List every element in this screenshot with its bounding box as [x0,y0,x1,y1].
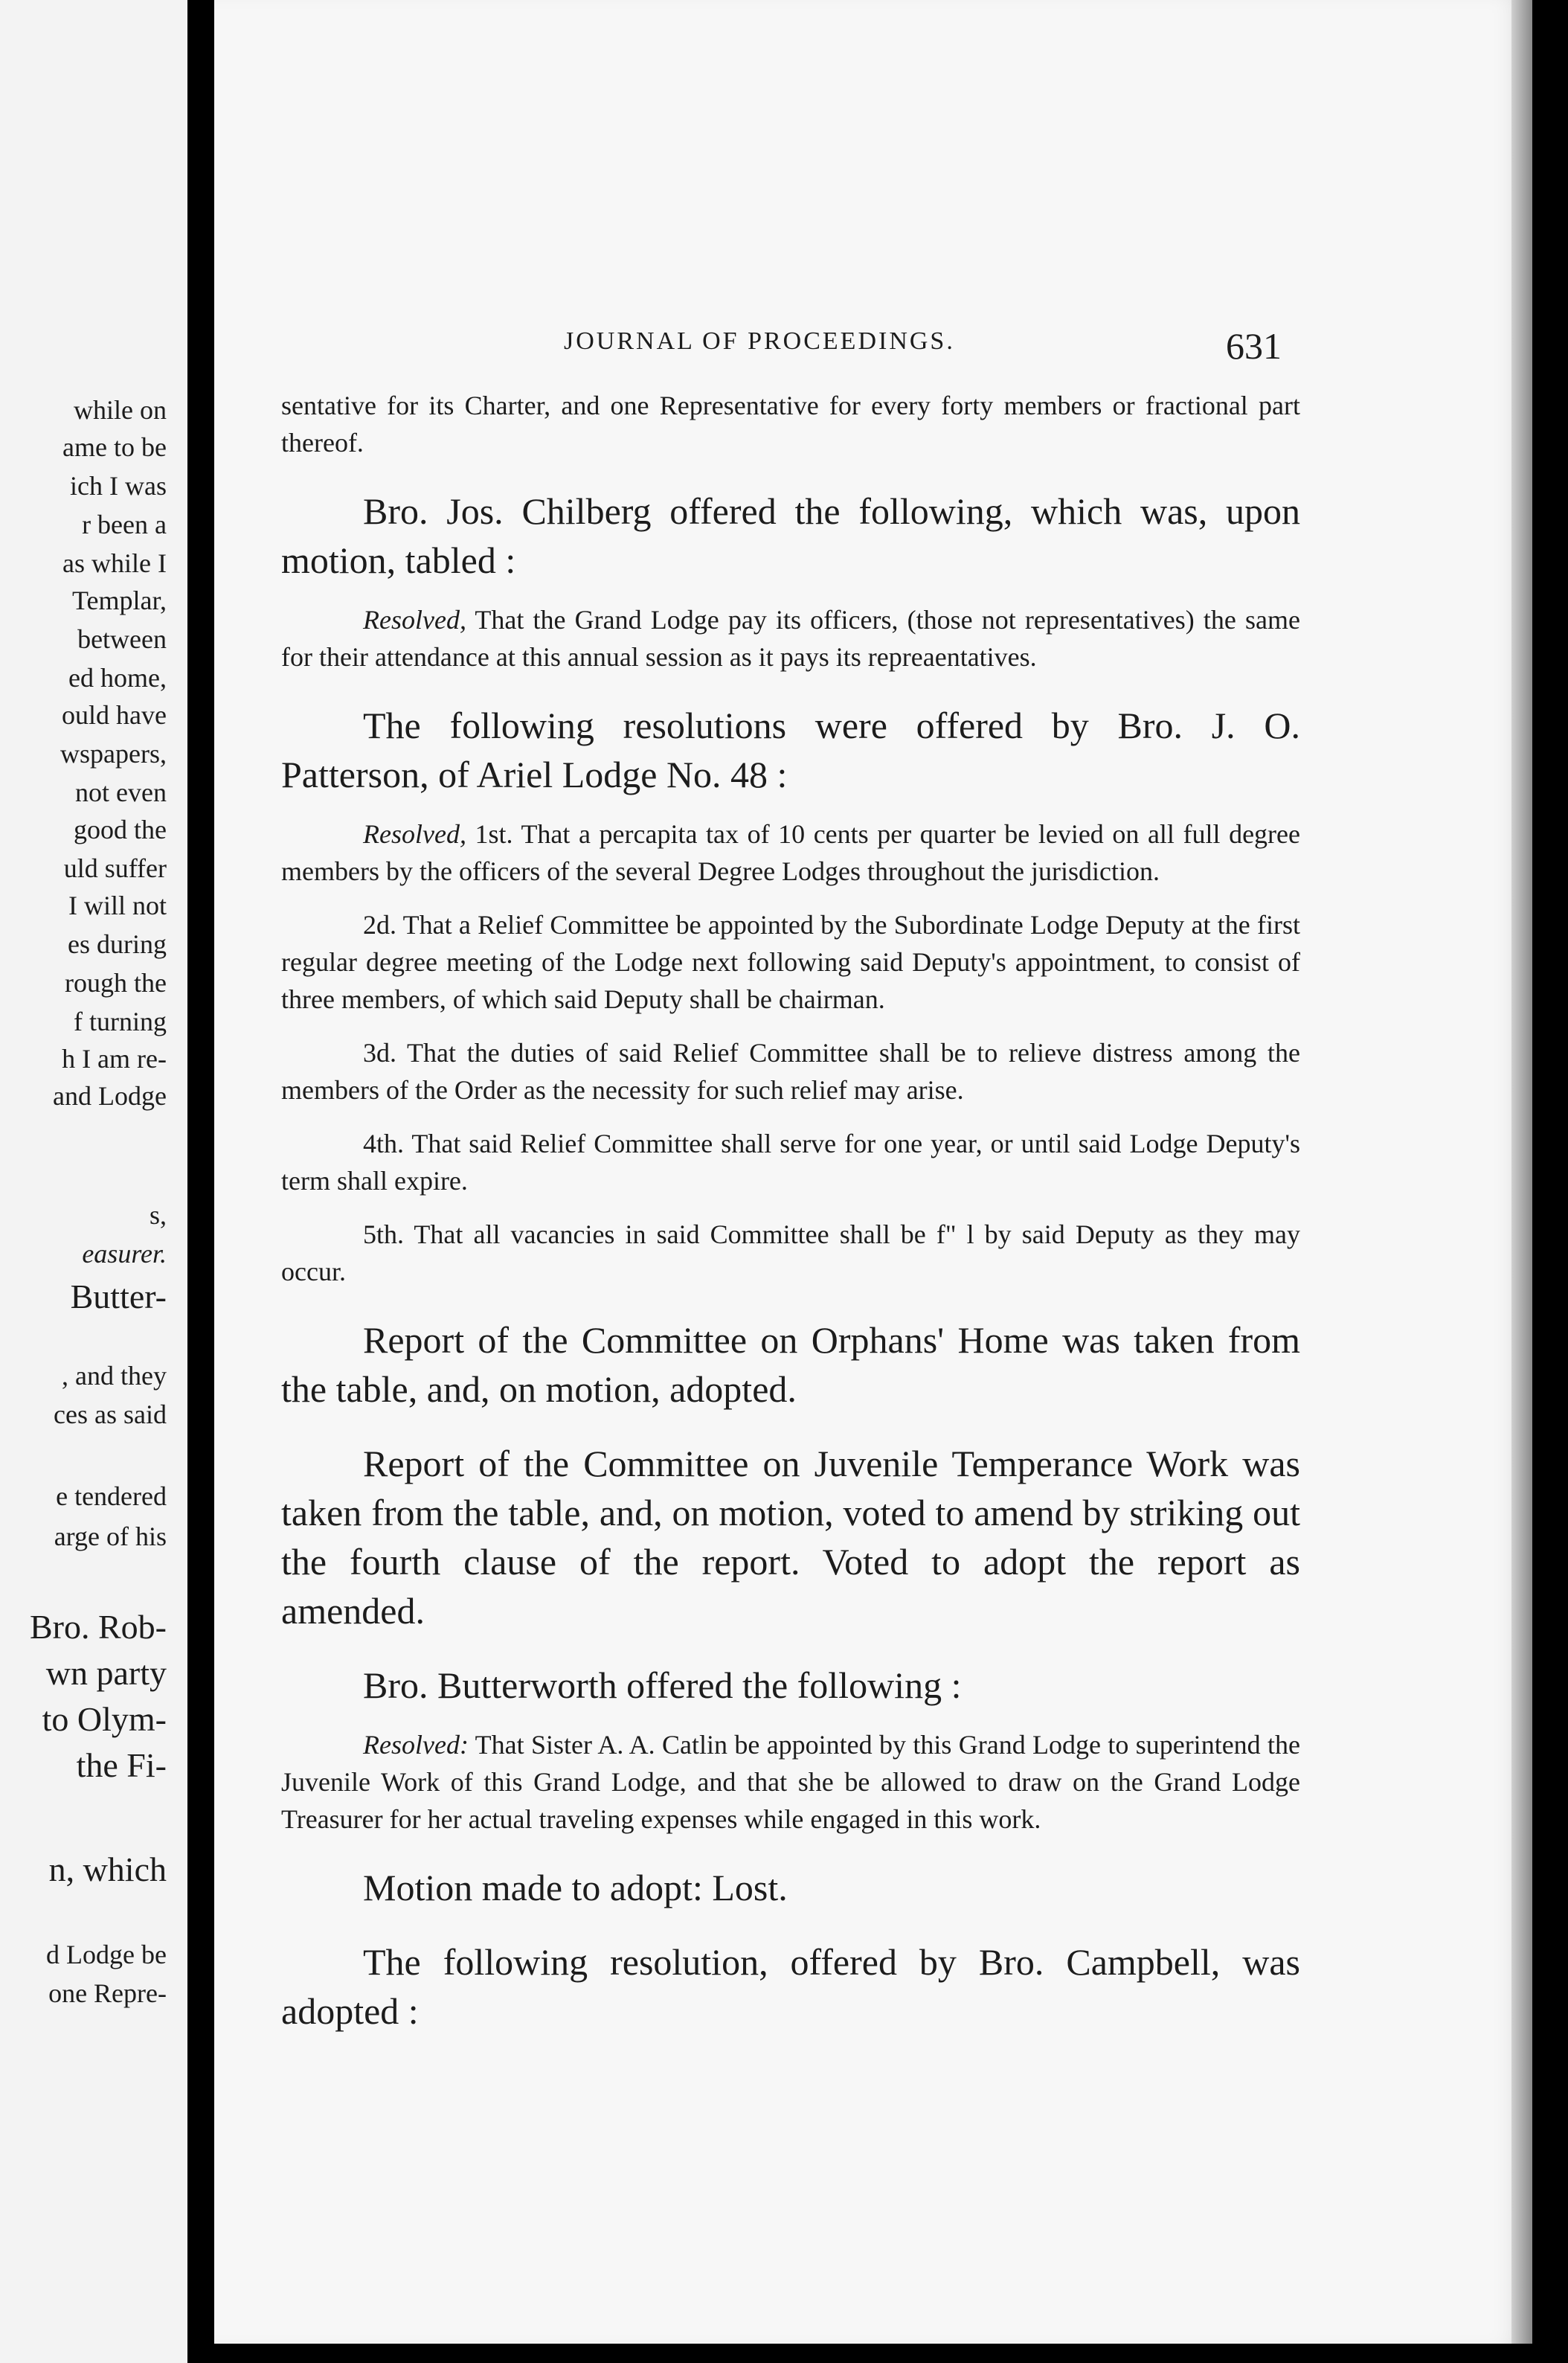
resolution-text: That Sister A. A. Catlin be appointed by this Grand Lodge to superintend the Juvenile Work of this Grand Lodge, and that she be allowed to draw on the Grand Lodge Treasurer for her actual traveling expenses while engaged in this work. [281,1730,1300,1834]
left-page-fragment: n, which [48,1850,167,1888]
resolution-catlin [281,1726,1300,1838]
left-page [0,0,187,2363]
paragraph-butterworth: Bro. Butterworth offered the following : [363,1664,962,1706]
resolution-3d: 3d. That the duties of said Relief Committee shall be to relieve distress among the members of the Order as the necessity for such relief may arise. [281,1038,1300,1105]
left-page-fragment: to Olym- [42,1700,167,1738]
left-page-fragment: ame to be [62,432,167,462]
resolution-1st [281,815,1300,890]
resolution-5th: 5th. That all vacancies in said Committee shall be f" l by said Deputy as they may occur. [281,1219,1300,1286]
paragraph-continuation: sentative for its Charter, and one Representative for every forty members or fractional part thereof. [281,391,1300,458]
left-page-fragment: r been a [82,510,167,539]
resolved-label: Resolved, [363,819,466,849]
resolution-4th: 4th. That said Relief Committee shall serve for one year, or until said Lodge Deputy's term shall expire. [281,1129,1300,1196]
left-page-fragment: ces as said [54,1399,167,1429]
paragraph-motion-lost: Motion made to adopt: Lost. [363,1867,788,1908]
left-page-fragment: h I am re- [62,1044,167,1074]
page-number: 631 [1226,325,1282,367]
left-page-fragment: easurer. [82,1239,167,1269]
page-edge [1511,0,1532,2344]
paragraph-patterson: The following resolutions were offered by Bro. J. O. Patterson, of Ariel Lodge No. 48 : [281,705,1300,795]
left-page-fragment: , and they [62,1361,167,1391]
page-body [281,387,1300,2036]
left-page-fragment: while on [74,395,167,425]
left-page-fragment: f turning [74,1007,167,1036]
page-gutter [187,0,214,2363]
running-header: JOURNAL OF PROCEEDINGS. [564,327,955,355]
left-page-fragment: one Repre- [48,1978,167,2008]
resolved-label: Resolved: [363,1730,469,1760]
right-page [214,0,1532,2344]
left-page-fragment: es during [68,929,167,959]
resolution-text: 1st. That a percapita tax of 10 cents per quarter be levied on all full degree members by the officers of the several Degree Lodges throughout the jurisdiction. [281,819,1300,886]
left-page-fragment: arge of his [54,1522,167,1551]
left-page-fragment: uld suffer [63,853,167,883]
left-page-fragment: and Lodge [53,1081,167,1111]
left-page-fragment: rough the [65,968,167,998]
left-page-fragment: Templar, [72,586,167,615]
paragraph-juvenile-temperance: Report of the Committee on Juvenile Temperance Work was taken from the table, and, on motion, voted to amend by striking out the fourth clause of the report. Voted to adopt the report as amended. [281,1443,1300,1632]
left-page-fragment: wn party [45,1654,167,1692]
resolution-text: That the Grand Lodge pay its officers, (those not representatives) the same for their attendance at this annual session as it pays its repreaentatives. [281,605,1300,672]
resolution-officers-pay [281,601,1300,676]
left-page-fragment: I will not [68,891,167,920]
left-page-fragment: the Fi- [76,1746,167,1784]
left-page-fragment: not even [75,777,167,807]
paragraph-campbell: The following resolution, offered by Bro. Campbell, was adopted : [281,1941,1300,2032]
paragraph-chilberg: Bro. Jos. Chilberg offered the following, which was, upon motion, tabled : [281,490,1300,581]
left-page-fragment: Butter- [70,1277,167,1315]
left-page-fragment: wspapers, [60,739,167,769]
left-page-fragment: ed home, [68,663,167,693]
resolution-2d: 2d. That a Relief Committee be appointed by the Subordinate Lodge Deputy at the first regular degree meeting of the Lodge next following said Deputy's appointment, to consist of three members, of which said Deputy shall be chairman. [281,910,1300,1014]
left-page-fragment: as while I [62,548,167,578]
left-page-fragment: e tendered [56,1481,167,1511]
paragraph-orphans-home: Report of the Committee on Orphans' Home was taken from the table, and, on motion, adopted. [281,1319,1300,1410]
left-page-fragment: Bro. Rob- [30,1608,167,1646]
resolved-label: Resolved, [363,605,466,635]
left-page-fragment: ould have [62,700,167,730]
left-page-fragment: d Lodge be [46,1940,167,1969]
left-page-fragment: s, [149,1200,167,1230]
left-page-fragment: between [77,624,167,654]
left-page-fragment: ich I was [70,471,167,501]
left-page-fragment: good the [74,815,167,844]
